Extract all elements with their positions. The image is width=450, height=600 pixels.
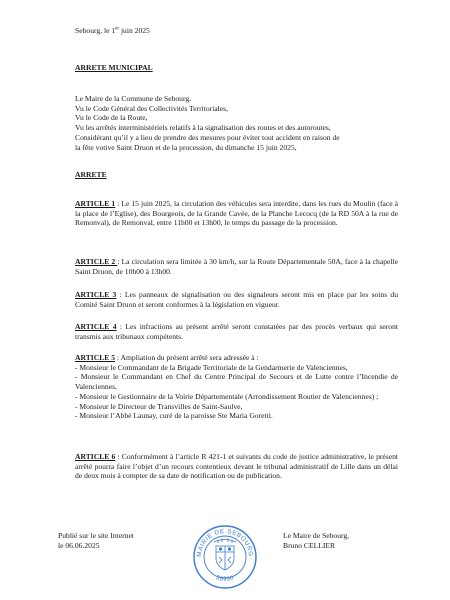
date-superscript: er	[115, 26, 120, 32]
article-text: : Conformément à l’article R 421-1 et suivants du code de justice administrative, le présent arrêté pourra faire l’objet d’un recours contentieux devant le tribunal administratif de Lille dans un délai de deux mois à compter de sa date de notification ou de publication.	[75, 452, 399, 481]
article-label: ARTICLE 3	[75, 290, 117, 299]
article-label: ARTICLE 5	[75, 353, 116, 362]
arrete-heading: ARRETE	[75, 170, 107, 179]
stamp-top-text: MAIRIE DE SEBOURG	[195, 527, 255, 558]
preamble-line: Le Maire de la Commune de Sebourg,	[75, 94, 192, 103]
signature-title: Le Maire de Sebourg,	[283, 531, 350, 540]
preamble-line: la fête votive Saint Druon et de la procession, du dimanche 15 juin 2025,	[75, 142, 297, 152]
article-label: ARTICLE 1	[75, 199, 116, 208]
article-label: ARTICLE 4	[75, 322, 117, 331]
recipient-item: - Monsieur le Gestionnaire de la Voirie Départementale (Arrondissement Routier de Valenciennes) ;	[75, 391, 379, 401]
signature-name: Bruno CELLIER	[283, 540, 336, 550]
article-6	[75, 452, 398, 481]
stamp-bottom-text: 59990	[214, 575, 236, 583]
article-5	[75, 353, 398, 421]
recipient-item: - Monsieur l’Abbé Launay, curé de la paroisse Ste Maria Goretti.	[75, 411, 273, 421]
article-text: : Le 15 juin 2025, la circulation des véhicules sera interdite, dans les rues du Moulin (face à la place de l’Eglise), des Bourgeois, de la Grande Cavée, de la Planche Lecocq (de la RD 50A à la rue de Remonval), de Remonval, entre 11h00 et 13h00, le temps du passage de la procession.	[75, 199, 399, 228]
document-title: ARRETE MUNICIPAL	[75, 63, 153, 72]
article-3	[75, 290, 398, 309]
recipient-item: - Monsieur le Commandant de la Brigade Territoriale de la Gendarmerie de Valenciennes,	[75, 362, 348, 372]
article-1	[75, 199, 398, 228]
official-stamp	[192, 524, 258, 590]
article-label: ARTICLE 6	[75, 452, 116, 461]
article-text: : La circulation sera limitée à 30 km/h, sur la Route Départementale 50A, face à la chapelle Saint Druon, de 10h00 à 13h00.	[75, 257, 398, 276]
recipient-item: - Monsieur le Directeur de Transvilles de Saint-Saulve,	[75, 401, 243, 411]
article-2	[75, 257, 398, 276]
date-suffix: juin 2025	[119, 26, 150, 35]
document-date	[75, 26, 150, 36]
mayor-signature-block	[283, 531, 349, 550]
recipient-item: - Monsieur le Commandant en Chef du Centre Principal de Secours et de Lutte contre l’Incendie de Valenciennes,	[75, 372, 398, 392]
publication-date: le 06.06.2025	[58, 540, 100, 550]
article-text: : Les panneaux de signalisation ou des signaleurs seront mis en place par les soins du Comité Saint Druon et seront conformes à la législation en vigueur.	[75, 290, 398, 309]
publication-note	[58, 531, 134, 550]
stamp-coat-of-arms	[214, 539, 236, 571]
preamble-line: Vu le Code Général des Collectivités Territoriales,	[75, 103, 229, 113]
preamble-line: Vu le Code de la Route,	[75, 113, 148, 123]
article-text: : Les infractions au présent arrêté seront constatées par des procès verbaux qui seront transmis aux tribunaux compétents.	[75, 322, 399, 341]
preamble-line: Vu les arrêtés interministériels relatifs à la signalisation des routes et des autoroutes,	[75, 123, 331, 133]
article-label: ARTICLE 2	[75, 257, 118, 266]
preamble-line: Considérant qu’il y a lieu de prendre des mesures pour éviter tout accident en raison de	[75, 132, 340, 142]
publication-line: Publié sur le site Internet	[58, 531, 134, 540]
preamble	[75, 94, 405, 152]
article-text: : Ampliation du présent arrêté sera adressée à :	[115, 353, 259, 362]
date-prefix: Sebourg, le 1	[75, 26, 116, 35]
article-4	[75, 322, 398, 341]
